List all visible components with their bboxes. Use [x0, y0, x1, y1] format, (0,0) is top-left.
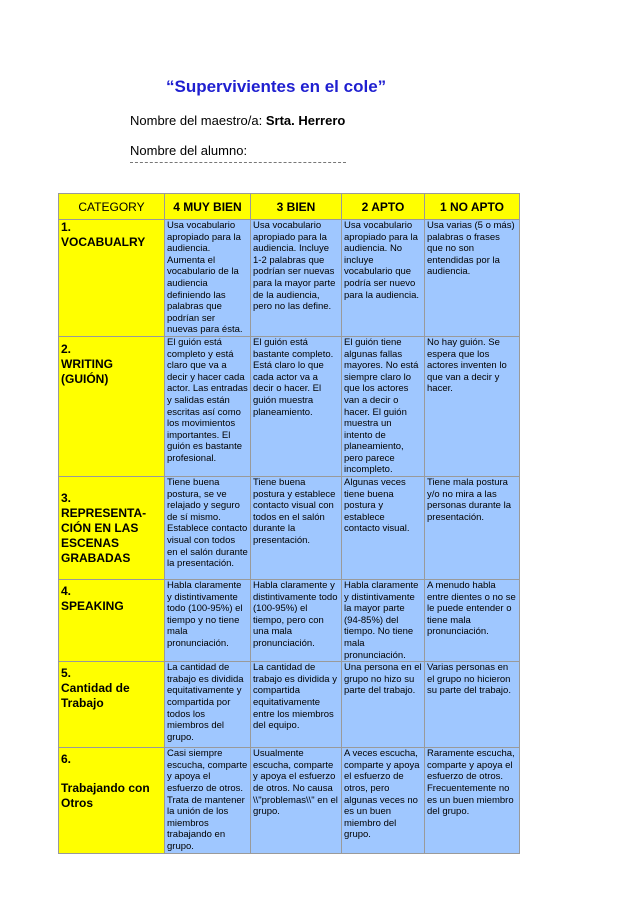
rubric-table — [58, 193, 520, 854]
table-cell: Habla claramente y distintivamente todo (100-95%) el tiempo y no tiene mala pronunciación. — [165, 580, 251, 662]
table-cell: Habla claramente y distintivamente todo (100-95%) el tiempo, pero con una mala pronunciación. — [251, 580, 342, 662]
header-row — [59, 194, 520, 220]
table-cell: La cantidad de trabajo es dividida y compartida equitativamente entre los miembros del equipo. — [251, 662, 342, 748]
table-cell: Raramente escucha, comparte y apoya el esfuerzo de otros. Frecuentemente no es un buen miembro del grupo. — [425, 748, 520, 853]
table-cell: Tiene buena postura y establece contacto visual con todos en el salón durante la presentación. — [251, 477, 342, 580]
row-category: REPRESENTA-CIÓN EN LAS ESCENAS GRABADAS — [61, 506, 147, 566]
table-cell: El guión está bastante completo. Está claro lo que cada actor va a decir o hacer. El guión muestra planeamiento. — [251, 336, 342, 476]
student-label: Nombre del alumno: — [130, 143, 248, 158]
table-cell: Usualmente escucha, comparte y apoya el esfuerzo de otros. No causa \\"problemas\\" en el grupo. — [251, 748, 342, 853]
row-number: 3. — [61, 491, 72, 506]
table-cell: A menudo habla entre dientes o no se le puede entender o tiene mala pronunciación. — [425, 580, 520, 662]
row-header — [59, 580, 165, 662]
header-bien: 3 BIEN — [251, 194, 342, 220]
row-category: WRITING (GUIÓN) — [61, 356, 113, 386]
table-cell: Casi siempre escucha, comparte y apoya el esfuerzo de otros. Trata de mantener la unión de los miembros trabajando en grupo. — [165, 748, 251, 853]
table-row — [59, 748, 520, 853]
teacher-label: Nombre del maestro/a: — [130, 113, 266, 128]
row-header — [59, 220, 165, 337]
row-number: 6. — [61, 752, 72, 767]
row-number: 2. — [61, 341, 72, 356]
table-row — [59, 220, 520, 337]
table-cell: A veces escucha, comparte y apoya el esfuerzo de otros, pero algunas veces no es un buen miembro del grupo. — [342, 748, 425, 853]
header-category: CATEGORY — [59, 194, 165, 220]
document-title: “Supervivientes en el cole” — [166, 77, 387, 96]
table-row — [59, 477, 520, 580]
table-cell: Tiene mala postura y/o no mira a las personas durante la presentación. — [425, 477, 520, 580]
table-cell: Habla claramente y distintivamente la mayor parte (94-85%) del tiempo. No tiene mala pronunciación. — [342, 580, 425, 662]
student-line — [130, 143, 247, 158]
teacher-name: Srta. Herrero — [265, 113, 346, 128]
student-name-blank — [130, 162, 346, 163]
row-category: VOCABUALRY — [61, 235, 146, 249]
row-category: Cantidad de Trabajo — [61, 681, 130, 711]
table-cell: Usa varias (5 o más) palabras o frases que no son entendidas por la audiencia. — [425, 220, 520, 337]
table-cell: El guión tiene algunas fallas mayores. No está siempre claro lo que los actores van a decir o hacer. El guión muestra un intento de planeamiento, pero parece incompleto. — [342, 336, 425, 476]
row-header — [59, 336, 165, 476]
table-cell: Usa vocabulario apropiado para la audiencia. Incluye 1-2 palabras que podrían ser nuevas para la mayor parte de la audiencia, pero no las define. — [251, 220, 342, 337]
table-row — [59, 662, 520, 748]
row-category: SPEAKING — [61, 599, 124, 614]
table-cell: Una persona en el grupo no hizo su parte del trabajo. — [342, 662, 425, 748]
row-number: 4. — [61, 584, 72, 599]
header-apto: 2 APTO — [342, 194, 425, 220]
table-row — [59, 580, 520, 662]
row-header — [59, 662, 165, 748]
table-cell: Tiene buena postura, se ve relajado y seguro de sí mismo. Establece contacto visual con todos en el salón durante la presentación. — [165, 477, 251, 580]
table-cell: Varias personas en el grupo no hicieron su parte del trabajo. — [425, 662, 520, 748]
row-header — [59, 477, 165, 580]
teacher-line — [130, 113, 345, 128]
table-row — [59, 336, 520, 476]
row-number: 5. — [61, 666, 72, 681]
table-cell: No hay guión. Se espera que los actores inventen lo que van a decir y hacer. — [425, 336, 520, 476]
row-header — [59, 748, 165, 853]
header-no-apto: 1 NO APTO — [425, 194, 520, 220]
table-cell: Algunas veces tiene buena postura y establece contacto visual. — [342, 477, 425, 580]
table-cell: El guión está completo y está claro que va a decir y hacer cada actor. Las entradas y salidas están escritas así como los movimientos importantes. El guión es bastante profesional. — [165, 336, 251, 476]
table-cell: Usa vocabulario apropiado para la audiencia. Aumenta el vocabulario de la audiencia definiendo las palabras que podrían ser nuevas para ésta. — [165, 220, 251, 337]
table-cell: La cantidad de trabajo es dividida equitativamente y compartida por todos los miembros del grupo. — [165, 662, 251, 748]
row-number: 1. — [61, 220, 72, 234]
header-muy-bien: 4 MUY BIEN — [165, 194, 251, 220]
row-category: Trabajando con Otros — [61, 781, 150, 811]
table-cell: Usa vocabulario apropiado para la audiencia. No incluye vocabulario que podría ser nuevo para la audiencia. — [342, 220, 425, 337]
